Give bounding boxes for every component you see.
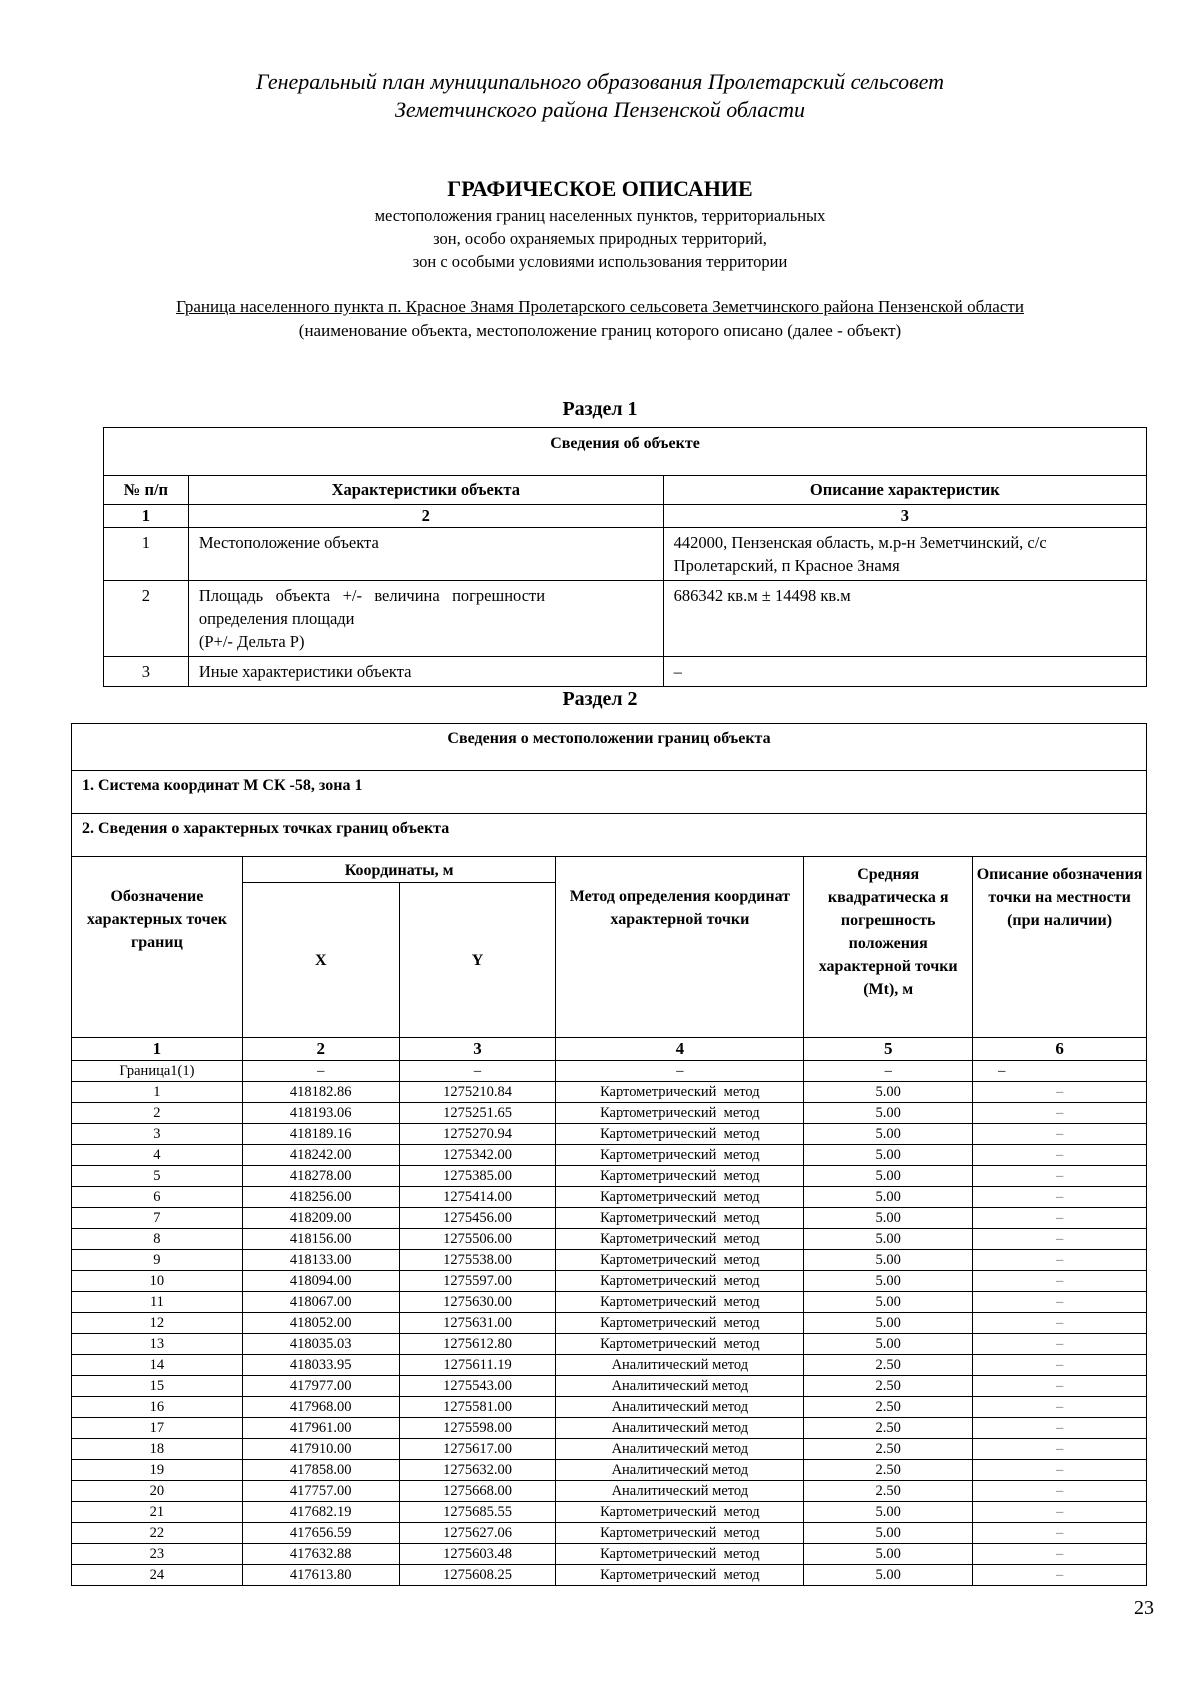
- cell-point-id: 3: [72, 1124, 243, 1145]
- table-row: [72, 1208, 1147, 1229]
- cell-method: Аналитический метод: [556, 1460, 804, 1481]
- header-x: X: [242, 883, 399, 1038]
- cell-point-id: 5: [72, 1166, 243, 1187]
- cell-y: 1275543.00: [399, 1376, 556, 1397]
- row-description: 442000, Пензенская область, м.р-н Земетчинский, с/с Пролетарский, п Красное Знамя: [663, 528, 1146, 581]
- table-row: [72, 1460, 1147, 1481]
- section-1-caption: Сведения об объекте: [104, 428, 1147, 476]
- cell-method: Картометрический метод: [556, 1313, 804, 1334]
- cell-x: 417757.00: [242, 1481, 399, 1502]
- cell-x: 418156.00: [242, 1229, 399, 1250]
- cell-error: 5.00: [804, 1250, 973, 1271]
- document-header: [0, 68, 1200, 124]
- row-description: –: [663, 657, 1146, 687]
- col-number: 1: [72, 1038, 243, 1061]
- cell-point-id: 13: [72, 1334, 243, 1355]
- cell-method: Картометрический метод: [556, 1502, 804, 1523]
- cell-error: 5.00: [804, 1145, 973, 1166]
- cell-description: –: [973, 1313, 1147, 1334]
- cell-description: –: [973, 1103, 1147, 1124]
- cell-description: –: [973, 1355, 1147, 1376]
- cell-description: –: [973, 1187, 1147, 1208]
- characteristic-line-3: (P+/- Дельта P): [198, 632, 305, 651]
- row-description: 686342 кв.м ± 14498 кв.м: [663, 581, 1146, 657]
- cell-y: 1275251.65: [399, 1103, 556, 1124]
- cell-x: 418133.00: [242, 1250, 399, 1271]
- row-characteristic: [188, 581, 663, 657]
- cell-x: 418033.95: [242, 1355, 399, 1376]
- cell-x: 418035.03: [242, 1334, 399, 1355]
- cell-description: –: [973, 1334, 1147, 1355]
- section-2-caption: Сведения о местоположении границ объекта: [72, 724, 1147, 771]
- cell-method: Картометрический метод: [556, 1565, 804, 1586]
- cell-y: 1275597.00: [399, 1271, 556, 1292]
- cell-y: 1275538.00: [399, 1250, 556, 1271]
- cell-error: 5.00: [804, 1187, 973, 1208]
- header-method: Метод определения координат характерной точки: [556, 857, 804, 1038]
- cell-y: 1275210.84: [399, 1082, 556, 1103]
- table-row: [72, 1334, 1147, 1355]
- cell-x: 417968.00: [242, 1397, 399, 1418]
- cell-error: 5.00: [804, 1544, 973, 1565]
- row-number: 3: [104, 657, 189, 687]
- cell-error: 2.50: [804, 1418, 973, 1439]
- cell-x: 418278.00: [242, 1166, 399, 1187]
- cell-point-id: 21: [72, 1502, 243, 1523]
- cell-description: –: [973, 1124, 1147, 1145]
- col-number: 3: [663, 505, 1146, 528]
- cell-y: 1275608.25: [399, 1565, 556, 1586]
- cell-error: 5.00: [804, 1313, 973, 1334]
- cell-description: –: [973, 1397, 1147, 1418]
- cell-x: 417613.80: [242, 1565, 399, 1586]
- cell-point-id: 24: [72, 1565, 243, 1586]
- table-row: [72, 1565, 1147, 1586]
- cell-point-id: 19: [72, 1460, 243, 1481]
- row-characteristic: Местоположение объекта: [188, 528, 663, 581]
- cell-y: 1275598.00: [399, 1418, 556, 1439]
- cell-description: –: [973, 1544, 1147, 1565]
- header-line-1: Генеральный план муниципального образования Пролетарский сельсовет: [255, 69, 944, 94]
- cell-y: 1275506.00: [399, 1229, 556, 1250]
- table-row: [72, 1418, 1147, 1439]
- table-row: [72, 1166, 1147, 1187]
- table-row: [72, 1355, 1147, 1376]
- cell-x: 417632.88: [242, 1544, 399, 1565]
- cell-y: 1275456.00: [399, 1208, 556, 1229]
- table-row: [72, 1082, 1147, 1103]
- cell-error: 2.50: [804, 1439, 973, 1460]
- cell-error: 2.50: [804, 1460, 973, 1481]
- cell-point-id: 18: [72, 1439, 243, 1460]
- cell-y: 1275612.80: [399, 1334, 556, 1355]
- cell-description: –: [973, 1502, 1147, 1523]
- cell-point-id: 10: [72, 1271, 243, 1292]
- cell-method: –: [556, 1061, 804, 1082]
- table-row: [72, 1292, 1147, 1313]
- cell-y: 1275617.00: [399, 1439, 556, 1460]
- object-name: Граница населенного пункта п. Красное Знамя Пролетарского сельсовета Земетчинского района Пензенской области: [176, 297, 1024, 316]
- document-title: ГРАФИЧЕСКОЕ ОПИСАНИЕ: [447, 176, 753, 201]
- cell-description: –: [973, 1418, 1147, 1439]
- cell-point-id: 14: [72, 1355, 243, 1376]
- cell-x: 418094.00: [242, 1271, 399, 1292]
- subtitle-line-1: местоположения границ населенных пунктов, территориальных: [374, 206, 826, 225]
- cell-point-id: 17: [72, 1418, 243, 1439]
- page-number: 23: [1134, 1597, 1154, 1619]
- table-row: [72, 1376, 1147, 1397]
- cell-description: –: [973, 1166, 1147, 1187]
- table-row: [104, 657, 1147, 687]
- border-label: Граница1(1): [72, 1061, 243, 1082]
- cell-description: –: [973, 1145, 1147, 1166]
- cell-method: Аналитический метод: [556, 1397, 804, 1418]
- table-row: [72, 1544, 1147, 1565]
- cell-description: –: [973, 1376, 1147, 1397]
- col-number: 6: [973, 1038, 1147, 1061]
- cell-method: Картометрический метод: [556, 1208, 804, 1229]
- cell-error: 5.00: [804, 1208, 973, 1229]
- cell-description: –: [973, 1271, 1147, 1292]
- cell-y: 1275581.00: [399, 1397, 556, 1418]
- col-number: 5: [804, 1038, 973, 1061]
- table-row: [72, 1250, 1147, 1271]
- table-row: [72, 1103, 1147, 1124]
- section-2-table: [71, 723, 1147, 1586]
- object-name-caption: (наименование объекта, местоположение границ которого описано (далее - объект): [298, 321, 902, 340]
- coordinate-system: 1. Система координат М СК -58, зона 1: [72, 771, 1147, 814]
- cell-y: 1275270.94: [399, 1124, 556, 1145]
- cell-method: Картометрический метод: [556, 1166, 804, 1187]
- cell-method: Аналитический метод: [556, 1481, 804, 1502]
- cell-error: 5.00: [804, 1523, 973, 1544]
- table-row: [104, 528, 1147, 581]
- row-number: 1: [104, 528, 189, 581]
- table-row: [72, 1124, 1147, 1145]
- cell-x: 418189.16: [242, 1124, 399, 1145]
- document-subtitle: [0, 204, 1200, 273]
- cell-error: 5.00: [804, 1103, 973, 1124]
- cell-method: Картометрический метод: [556, 1082, 804, 1103]
- cell-point-id: 8: [72, 1229, 243, 1250]
- object-name-block: [0, 295, 1200, 343]
- section-2-title: Раздел 2: [562, 688, 638, 710]
- cell-y: 1275685.55: [399, 1502, 556, 1523]
- cell-error: –: [804, 1061, 973, 1082]
- cell-y: 1275611.19: [399, 1355, 556, 1376]
- cell-point-id: 11: [72, 1292, 243, 1313]
- characteristic-line-2: определения площади: [198, 609, 355, 628]
- cell-error: 5.00: [804, 1229, 973, 1250]
- section-1-table: [103, 427, 1147, 687]
- cell-x: 417910.00: [242, 1439, 399, 1460]
- table-row: [72, 1313, 1147, 1334]
- cell-method: Картометрический метод: [556, 1103, 804, 1124]
- cell-description: –: [973, 1460, 1147, 1481]
- cell-method: Картометрический метод: [556, 1187, 804, 1208]
- table-row: [104, 581, 1147, 657]
- table-row: [72, 1187, 1147, 1208]
- cell-y: 1275603.48: [399, 1544, 556, 1565]
- cell-error: 5.00: [804, 1334, 973, 1355]
- cell-x: 418242.00: [242, 1145, 399, 1166]
- header-characteristic: Характеристики объекта: [188, 476, 663, 505]
- col-number: 1: [104, 505, 189, 528]
- cell-point-id: 6: [72, 1187, 243, 1208]
- cell-y: 1275627.06: [399, 1523, 556, 1544]
- cell-point-id: 20: [72, 1481, 243, 1502]
- cell-x: 418052.00: [242, 1313, 399, 1334]
- cell-error: 5.00: [804, 1292, 973, 1313]
- cell-y: 1275632.00: [399, 1460, 556, 1481]
- cell-description: –: [973, 1523, 1147, 1544]
- cell-error: 5.00: [804, 1565, 973, 1586]
- cell-point-id: 7: [72, 1208, 243, 1229]
- cell-description: –: [973, 1565, 1147, 1586]
- col-number: 2: [242, 1038, 399, 1061]
- cell-x: 418067.00: [242, 1292, 399, 1313]
- table-row: [72, 1502, 1147, 1523]
- table-row: [72, 1439, 1147, 1460]
- cell-method: Картометрический метод: [556, 1145, 804, 1166]
- cell-error: 5.00: [804, 1166, 973, 1187]
- cell-error: 5.00: [804, 1124, 973, 1145]
- cell-error: 5.00: [804, 1271, 973, 1292]
- header-designation: Обозначение характерных точек границ: [72, 857, 243, 1038]
- cell-x: 417977.00: [242, 1376, 399, 1397]
- cell-method: Картометрический метод: [556, 1271, 804, 1292]
- cell-description: –: [973, 1481, 1147, 1502]
- cell-error: 2.50: [804, 1376, 973, 1397]
- cell-description: –: [973, 1439, 1147, 1460]
- cell-x: 417858.00: [242, 1460, 399, 1481]
- cell-y: 1275385.00: [399, 1166, 556, 1187]
- cell-method: Картометрический метод: [556, 1124, 804, 1145]
- table-row: [72, 1271, 1147, 1292]
- cell-error: 5.00: [804, 1502, 973, 1523]
- cell-point-id: 1: [72, 1082, 243, 1103]
- border-row: [72, 1061, 1147, 1082]
- cell-point-id: 15: [72, 1376, 243, 1397]
- cell-description: –: [973, 1250, 1147, 1271]
- section-1-title: Раздел 1: [562, 398, 638, 420]
- cell-description: –: [973, 1061, 1147, 1082]
- row-characteristic: Иные характеристики объекта: [188, 657, 663, 687]
- cell-point-id: 9: [72, 1250, 243, 1271]
- cell-x: 418193.06: [242, 1103, 399, 1124]
- cell-description: –: [973, 1082, 1147, 1103]
- points-caption: 2. Сведения о характерных точках границ объекта: [72, 814, 1147, 857]
- cell-x: 418182.86: [242, 1082, 399, 1103]
- cell-y: 1275631.00: [399, 1313, 556, 1334]
- cell-error: 5.00: [804, 1082, 973, 1103]
- cell-method: Картометрический метод: [556, 1523, 804, 1544]
- cell-x: 418256.00: [242, 1187, 399, 1208]
- col-number: 3: [399, 1038, 556, 1061]
- table-row: [72, 1145, 1147, 1166]
- table-row: [72, 1229, 1147, 1250]
- subtitle-line-3: зон с особыми условиями использования территории: [412, 252, 788, 271]
- cell-point-id: 22: [72, 1523, 243, 1544]
- cell-y: 1275342.00: [399, 1145, 556, 1166]
- cell-method: Картометрический метод: [556, 1250, 804, 1271]
- col-number: 4: [556, 1038, 804, 1061]
- cell-y: 1275630.00: [399, 1292, 556, 1313]
- cell-x: 417682.19: [242, 1502, 399, 1523]
- cell-y: 1275414.00: [399, 1187, 556, 1208]
- cell-method: Картометрический метод: [556, 1544, 804, 1565]
- cell-point-id: 16: [72, 1397, 243, 1418]
- cell-y: –: [399, 1061, 556, 1082]
- col-number: 2: [188, 505, 663, 528]
- cell-method: Аналитический метод: [556, 1418, 804, 1439]
- cell-method: Аналитический метод: [556, 1439, 804, 1460]
- header-line-2: Земетчинского района Пензенской области: [395, 97, 805, 122]
- header-description: Описание характеристик: [663, 476, 1146, 505]
- cell-method: Аналитический метод: [556, 1355, 804, 1376]
- cell-error: 2.50: [804, 1481, 973, 1502]
- cell-x: 418209.00: [242, 1208, 399, 1229]
- characteristic-line-1: Площадь объекта +/- величина погрешности: [198, 586, 546, 605]
- cell-point-id: 2: [72, 1103, 243, 1124]
- header-number: № п/п: [104, 476, 189, 505]
- cell-method: Картометрический метод: [556, 1292, 804, 1313]
- cell-point-id: 12: [72, 1313, 243, 1334]
- table-row: [72, 1481, 1147, 1502]
- subtitle-line-2: зон, особо охраняемых природных территорий,: [433, 229, 767, 248]
- points-table-body: [72, 1061, 1147, 1586]
- cell-error: 2.50: [804, 1355, 973, 1376]
- cell-method: Картометрический метод: [556, 1229, 804, 1250]
- cell-point-id: 4: [72, 1145, 243, 1166]
- header-error: Средняя квадратическа я погрешность положения характерной точки (Mt), м: [804, 857, 973, 1038]
- cell-description: –: [973, 1292, 1147, 1313]
- header-y: Y: [399, 883, 556, 1038]
- table-row: [72, 1397, 1147, 1418]
- cell-method: Картометрический метод: [556, 1334, 804, 1355]
- cell-error: 2.50: [804, 1397, 973, 1418]
- cell-x: –: [242, 1061, 399, 1082]
- header-coordinates: Координаты, м: [242, 857, 556, 883]
- cell-description: –: [973, 1229, 1147, 1250]
- cell-y: 1275668.00: [399, 1481, 556, 1502]
- cell-method: Аналитический метод: [556, 1376, 804, 1397]
- cell-x: 417656.59: [242, 1523, 399, 1544]
- table-row: [72, 1523, 1147, 1544]
- header-description: Описание обозначения точки на местности (при наличии): [973, 857, 1147, 1038]
- cell-x: 417961.00: [242, 1418, 399, 1439]
- row-number: 2: [104, 581, 189, 657]
- cell-description: –: [973, 1208, 1147, 1229]
- cell-point-id: 23: [72, 1544, 243, 1565]
